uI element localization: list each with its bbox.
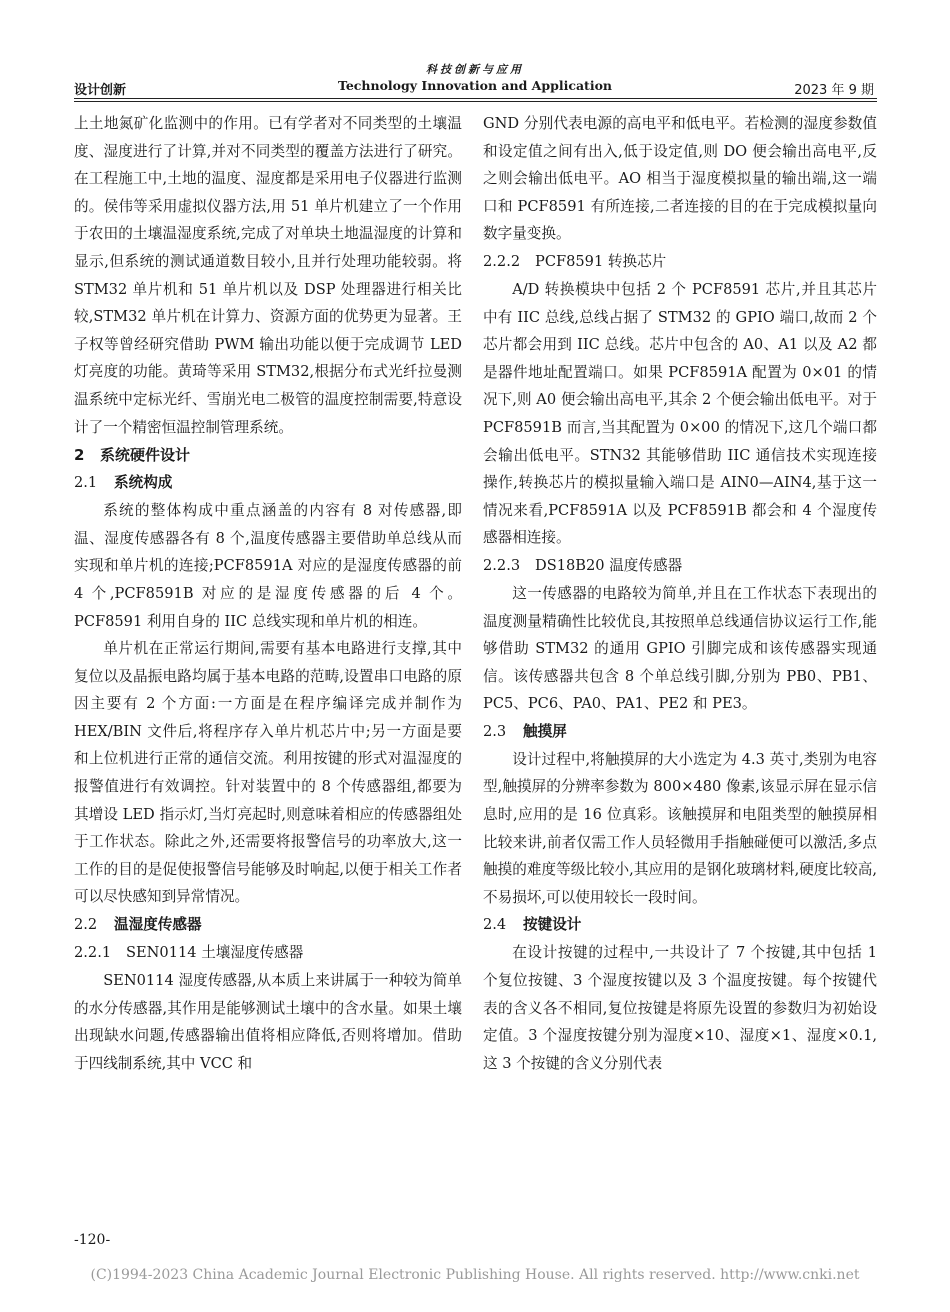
paragraph: 这一传感器的电路较为简单,并且在工作状态下表现出的温度测量精确性比较优良,其按照单总线通信协议运行工作,能够借助 STM32 的通用 GPIO 引脚完成和该传感器实现通信。该传感器共包含 8 个单总线引脚,分别为 PB0、PB1、PC5、PC6、PA0、PA1、PE2 和 PE3。 [483,584,877,713]
section-heading-2-1 [74,469,462,497]
paragraph: 系统的整体构成中重点涵盖的内容有 8 对传感器,即温、湿度传感器各有 8 个,温度传感器主要借助单总线从而实现和单片机的连接;PCF8591A 对应的是湿度传感器的前 4 个,PCF8591B 对应的是湿度传感器的后 4 个。PCF8591 利用自身的 IIC 总线实现和单片机的相连。 [74,502,462,630]
section-title: 触摸屏 [523,722,567,740]
section-title: PCF8591 转换芯片 [535,252,667,270]
section-title: 温湿度传感器 [114,916,202,934]
header-rule-bottom [74,101,877,102]
right-column [483,110,877,1077]
section-number: 2.2 [74,916,98,934]
paragraph: 单片机在正常运行期间,需要有基本电路进行支撑,其中复位以及晶振电路均属于基本电路的范畴,设置串口电路的原因主要有 2 个方面:一方面是在程序编译完成并制作为 HEX/BIN 文件后,将程序存入单片机芯片中;另一方面是要和上位机进行正常的通信交流。利用按键的形式对温湿度的报警值进行有效调控。针对装置中的 8 个传感器组,都要为其增设 LED 指示灯,当灯亮起时,则意味着相应的传感器组处于工作状态。除此之外,还需要将报警信号的功率放大,这一工作的目的是促使报警信号能够及时响起,以便于相关工作者可以尽快感知到异常情况。 [74,640,462,906]
section-title: 按键设计 [523,916,582,934]
section-number: 2.4 [483,916,507,934]
section-number: 2 [74,446,85,465]
paragraph: SEN0114 湿度传感器,从本质上来讲属于一种较为简单的水分传感器,其作用是能够测试土壤中的含水量。如果土壤出现缺水问题,传感器输出值将相应降低,否则将增加。借助于四线制系统,其中 VCC 和 [74,972,462,1072]
section-title: 系统硬件设计 [100,446,191,465]
section-label: 设计创新 [74,83,127,98]
section-heading-2-2-1 [74,939,462,967]
section-heading-2-2-3 [483,552,877,580]
section-heading-2 [74,441,462,469]
journal-title-cn: 科技创新与应用 [426,63,524,76]
section-heading-2-4 [483,911,877,939]
section-heading-2-2-2 [483,248,877,276]
section-number: 2.3 [483,722,507,740]
paragraph: 设计过程中,将触摸屏的大小选定为 4.3 英寸,类别为电容型,触摸屏的分辨率参数为 800×480 像素,该显示屏在显示信息时,应用的是 16 位真彩。该触摸屏和电阻类型的触摸屏相比较来讲,前者仅需工作人员轻微用手指触碰便可以激活,多点触摸的难度等级比较小,其应用的是钢化玻璃材料,硬度比较高,不易损坏,可以使用较长一段时间。 [483,750,877,906]
issue-label: 2023 年 9 期 [794,83,874,98]
section-title: 系统构成 [114,474,173,492]
section-number: 2.2.3 [483,556,521,574]
section-number: 2.2.2 [483,252,521,270]
paragraph: A/D 转换模块中包括 2 个 PCF8591 芯片,并且其芯片中有 IIC 总线,总线占据了 STM32 的 GPIO 端口,故而 2 个芯片都会用到 IIC 总线。芯片中包含的 A0、A1 以及 A2 都是器件地址配置端口。如果 PCF8591A 配置为 0×01 的情况下,则 A0 便会输出高电平,其余 2 个便会输出低电平。对于 PCF8591B 而言,当其配置为 0×00 的情况下,这几个端口都会输出低电平。STN32 其能够借助 IIC 通信技术实现连接操作,转换芯片的模拟量输入端口是 AIN0—AIN4,基于这一情况来看,PCF8591A 以及 PCF8591B 都会和 4 个湿度传感器相连接。 [483,280,877,547]
paragraph: GND 分别代表电源的高电平和低电平。若检测的湿度参数值和设定值之间有出入,低于设定值,则 DO 便会输出高电平,反之则会输出低电平。AO 相当于湿度模拟量的输出端,这一端口和 PCF8591 有所连接,二者连接的目的在于完成模拟量向数字量变换。 [483,115,877,243]
journal-title-en: Technology Innovation and Application [337,78,613,93]
paragraph: 在设计按键的过程中,一共设计了 7 个按键,其中包括 1 个复位按键、3 个湿度按键以及 3 个温度按键。每个按键代表的含义各不相同,复位按键是将原先设置的参数归为初始设定值。3 个湿度按键分别为湿度×10、湿度×1、湿度×0.1,这 3 个按键的含义分别代表 [483,944,877,1072]
section-number: 2.1 [74,474,98,492]
section-number: 2.2.1 [74,944,112,962]
section-title: DS18B20 温度传感器 [535,556,683,574]
page-number: -120- [74,1232,111,1248]
left-column [74,110,462,1077]
section-heading-2-2 [74,911,462,939]
paragraph: 上土地氮矿化监测中的作用。已有学者对不同类型的土壤温度、湿度进行了计算,并对不同类型的覆盖方法进行了研究。在工程施工中,土地的温度、湿度都是采用电子仪器进行监测的。侯伟等采用虚拟仪器方法,用 51 单片机建立了一个作用于农田的土壤温湿度系统,完成了对单块土地温湿度的计算和显示,但系统的测试通道数目较小,且并行处理功能较弱。将 STM32 单片机和 51 单片机以及 DSP 处理器进行相关比较,STM32 单片机在计算力、资源方面的优势更为显著。王子权等曾经研究借助 PWM 输出功能以便于完成调节 LED 灯亮度的功能。黄琦等采用 STM32,根据分布式光纤拉曼测温系统中定标光纤、雪崩光电二极管的温度控制需要,特意设计了一个精密恒温控制管理系统。 [74,115,462,436]
header-rule-top [74,98,877,99]
copyright-notice: (C)1994-2023 China Academic Journal Electronic Publishing House. All rights reserved. http://www.cnki.net [90,1267,860,1283]
section-title: SEN0114 土壤湿度传感器 [126,944,304,962]
section-heading-2-3 [483,718,877,746]
